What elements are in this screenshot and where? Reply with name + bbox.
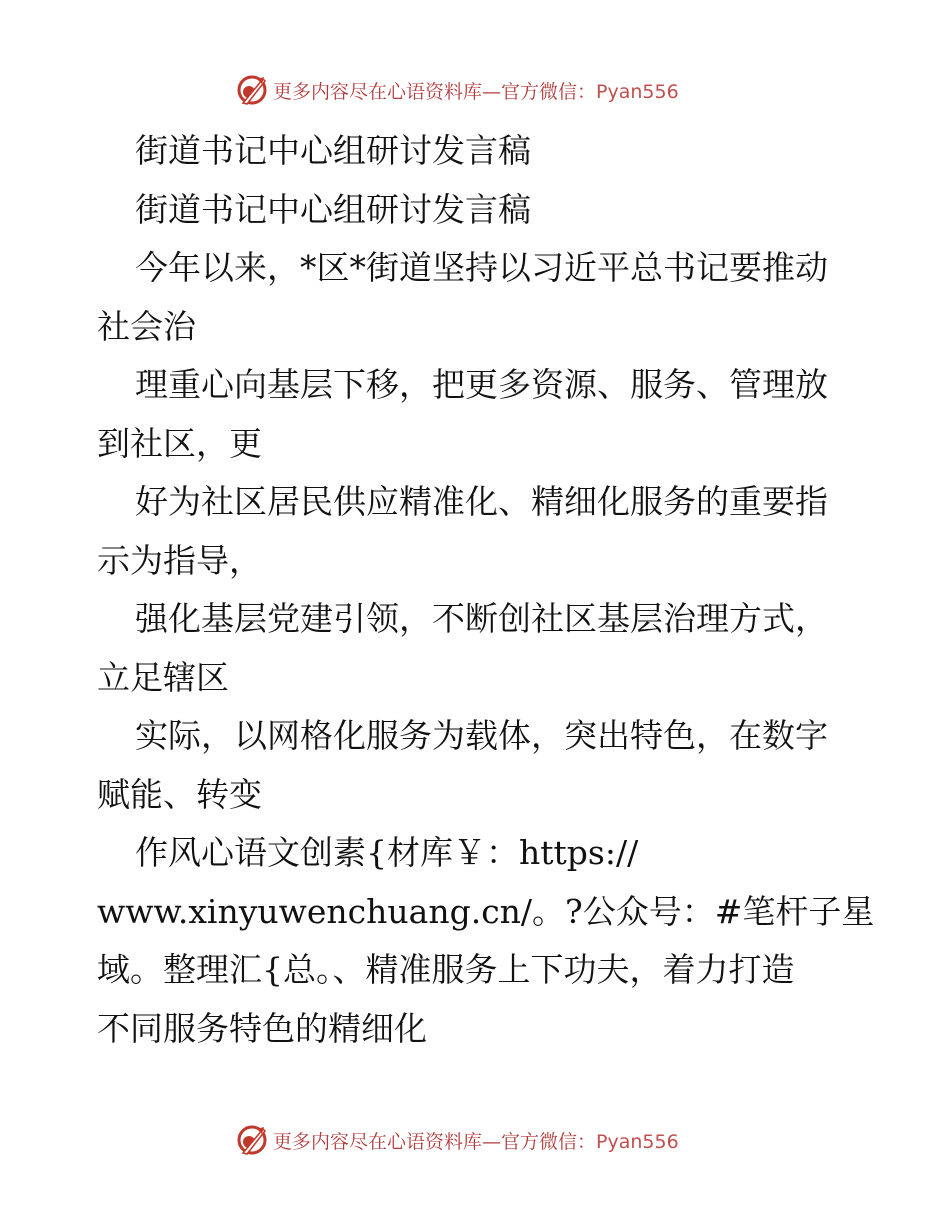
document-body xyxy=(97,122,875,1058)
doc-line: www.xinyuwenchuang.cn/。?公众号：#笔杆子星 xyxy=(97,891,875,931)
header-banner xyxy=(235,72,715,108)
doc-line: 社会治 xyxy=(97,306,196,346)
quill-logo-icon xyxy=(235,1123,269,1157)
doc-line: 立足辖区 xyxy=(97,657,229,697)
doc-line: 到社区，更 xyxy=(97,423,262,463)
header-banner-text xyxy=(273,77,679,104)
footer-banner-prefix: 更多内容尽在心语资料库—官方微信： xyxy=(273,1130,597,1153)
header-banner-prefix: 更多内容尽在心语资料库—官方微信： xyxy=(273,80,597,103)
doc-line: 街道书记中心组研讨发言稿 xyxy=(135,189,531,229)
doc-line: 街道书记中心组研讨发言稿 xyxy=(135,131,531,170)
doc-line: 理重心向基层下移，把更多资源、服务、管理放 xyxy=(135,365,828,404)
doc-line: 赋能、转变 xyxy=(97,774,262,814)
header-banner-handle: Pyan556 xyxy=(596,80,679,103)
doc-line: 示为指导， xyxy=(97,540,262,580)
doc-line: 不同服务特色的精细化 xyxy=(97,1008,427,1048)
footer-banner xyxy=(235,1122,715,1158)
footer-banner-handle: Pyan556 xyxy=(596,1130,679,1153)
doc-line: 今年以来，*区*街道坚持以习近平总书记要推动 xyxy=(135,248,828,287)
doc-line: 好为社区居民供应精准化、精细化服务的重要指 xyxy=(135,482,828,521)
doc-line: 强化基层党建引领，不断创社区基层治理方式， xyxy=(135,599,828,638)
doc-line: 实际，以网格化服务为载体，突出特色，在数字 xyxy=(135,716,828,755)
footer-banner-text xyxy=(273,1127,679,1154)
doc-line: 域。整理汇{总。、精准服务上下功夫，着力打造 xyxy=(97,950,795,989)
doc-line: 作风心语文创素{材库￥：https:// xyxy=(135,833,639,872)
quill-logo-icon xyxy=(235,73,269,107)
